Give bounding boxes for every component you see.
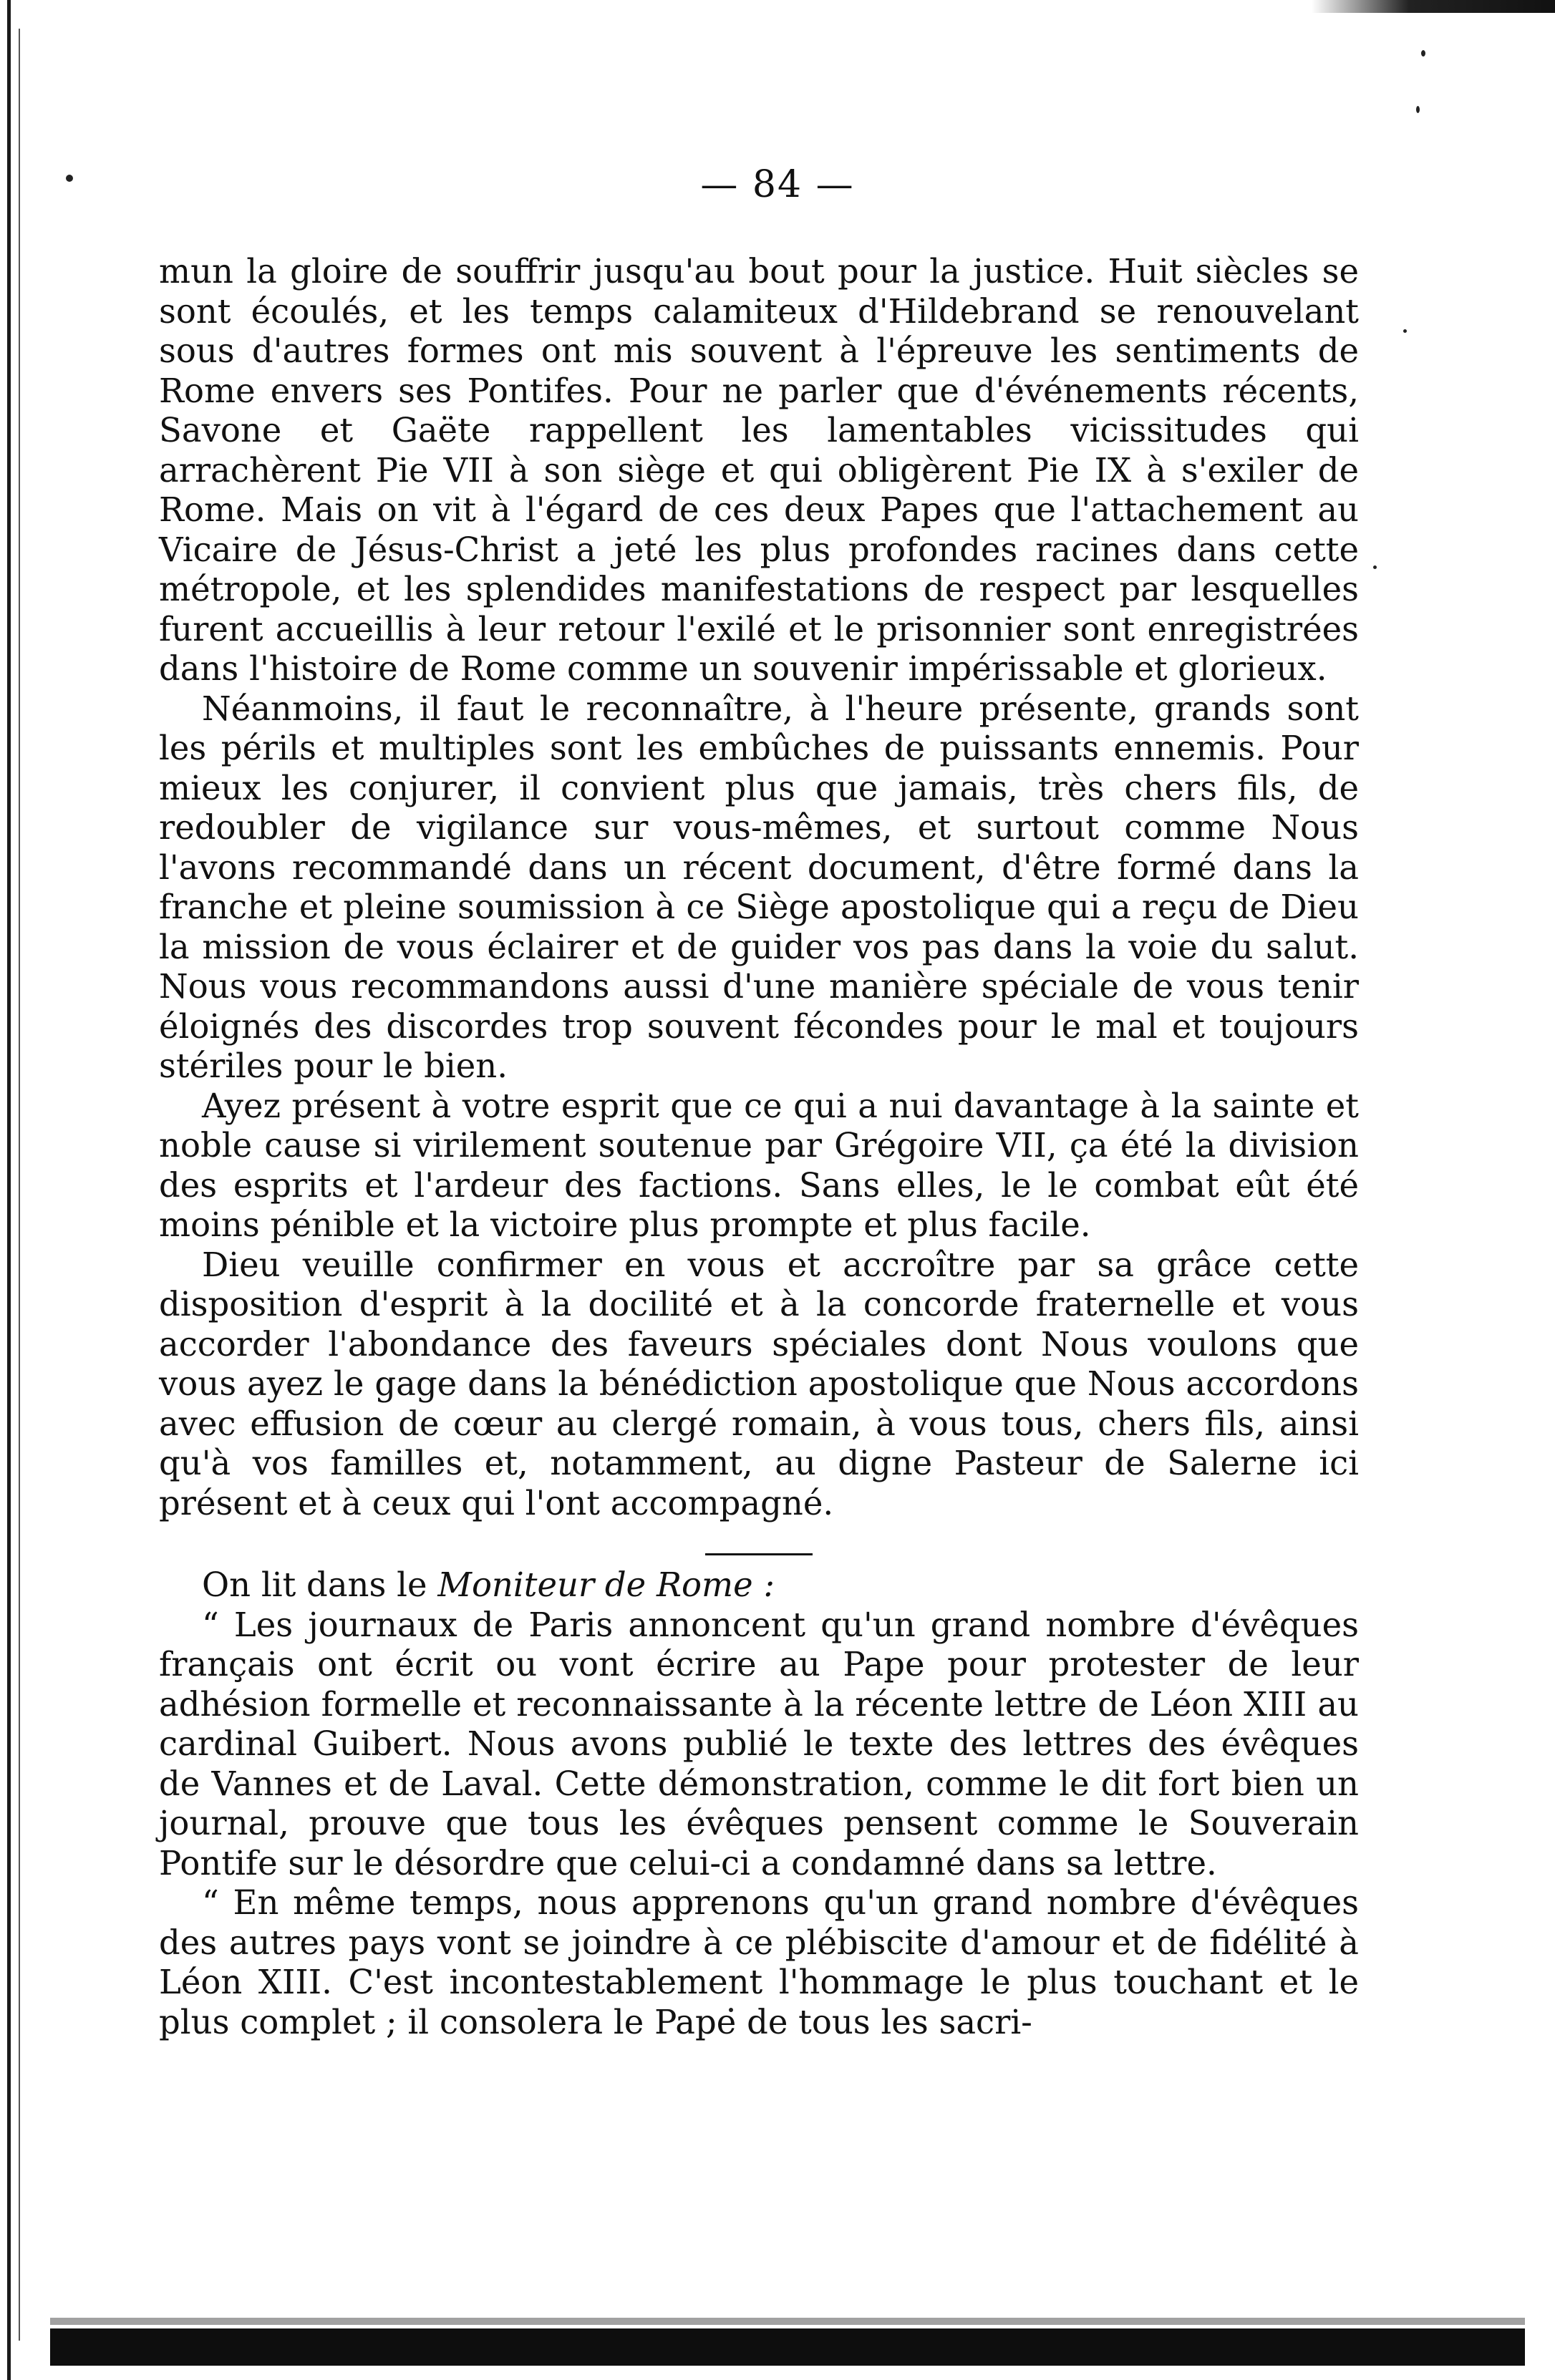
scan-border-bottom-shadow [50, 2318, 1525, 2325]
scan-border-bottom [50, 2328, 1525, 2366]
source-prefix: On lit dans le [202, 1565, 438, 1604]
page-body [159, 252, 1359, 2042]
scan-speck [1403, 329, 1407, 333]
quote-paragraph: “ Les journaux de Paris annoncent qu'un grand nombre d'évêques français ont écrit ou vont écrire au Pape pour protester de leur adhésion formelle et reconnaissante à la récente lettre de Léon XIII au cardinal Guibert. Nous avons publié le texte des lettres des évêques de Vannes et de Laval. Cette démonstration, comme le dit fort bien un journal, prouve que tous les évêques pensent comme le Souverain Pontife sur le désordre que celui-ci a condamné dans sa lettre. [159, 1605, 1359, 1883]
page-number: — 84 — [700, 163, 855, 206]
source-title: Moniteur de Rome : [437, 1565, 775, 1604]
scan-speck [1416, 106, 1420, 113]
scan-border-left-inner [19, 29, 20, 2341]
quote-paragraph: “ En même temps, nous apprenons qu'un grand nombre d'évêques des autres pays vont se joindre à ce plébiscite d'amour et de fidélité à Léon XIII. C'est incontestablement l'hommage le plus touchant et le plus complet ; il consolera le Pape de tous les sacri- [159, 1883, 1359, 2041]
scan-speck [1373, 565, 1377, 569]
scan-border-left [7, 0, 11, 2380]
source-line [159, 1565, 1359, 1606]
section-divider [705, 1553, 813, 1555]
body-paragraph: Ayez présent à votre esprit que ce qui a nui davantage à la sainte et noble cause si virilement soutenue par Grégoire VII, ça été la division des esprits et l'ardeur des factions. Sans elles, le le combat eût été moins pénible et la victoire plus prompte et plus facile. [159, 1086, 1359, 1244]
body-paragraph: mun la gloire de souffrir jusqu'au bout pour la justice. Huit siècles se sont écoulés, et les temps calamiteux d'Hildebrand se renouvelant sous d'autres formes ont mis souvent à l'épreuve les sentiments de Rome envers ses Pontifes. Pour ne parler que d'événements récents, Savone et Gaëte rappellent les lamentables vicissitudes qui arrachèrent Pie VII à son siège et qui obligèrent Pie IX à s'exiler de Rome. Mais on vit à l'égard de ces deux Papes que l'attachement au Vicaire de Jésus-Christ a jeté les plus profondes racines dans cette métropole, et les splendides manifestations de respect par lesquelles furent accueillis à leur retour l'exilé et le prisonnier sont enregistrées dans l'histoire de Rome comme un souvenir impérissable et glorieux. [159, 252, 1359, 688]
body-paragraph: Néanmoins, il faut le reconnaître, à l'heure présente, grands sont les périls et multiples sont les embûches de puissants ennemis. Pour mieux les conjurer, il convient plus que jamais, très chers fils, de redoubler de vigilance sur vous-mêmes, et surtout comme Nous l'avons recommandé dans un récent document, d'être formé dans la franche et pleine soumission à ce Siège apostolique qui a reçu de Dieu la mission de vous éclairer et de guider vos pas dans la voie du salut. Nous vous recommandons aussi d'une manière spéciale de vous tenir éloignés des discordes trop souvent fécondes pour le mal et toujours stériles pour le bien. [159, 689, 1359, 1085]
body-paragraph: Dieu veuille confirmer en vous et accroître par sa grâce cette disposition d'esprit à la docilité et à la concorde fraternelle et vous accorder l'abondance des faveurs spéciales dont Nous voulons que vous ayez le gage dans la bénédiction apostolique que Nous accordons avec effusion de cœur au clergé romain, à vous tous, chers fils, ainsi qu'à vos familles et, notamment, au digne Pasteur de Salerne ici présent et à ceux qui l'ont accompagné. [159, 1245, 1359, 1522]
scan-smudge-top [1312, 0, 1555, 13]
scan-speck [1421, 50, 1425, 57]
